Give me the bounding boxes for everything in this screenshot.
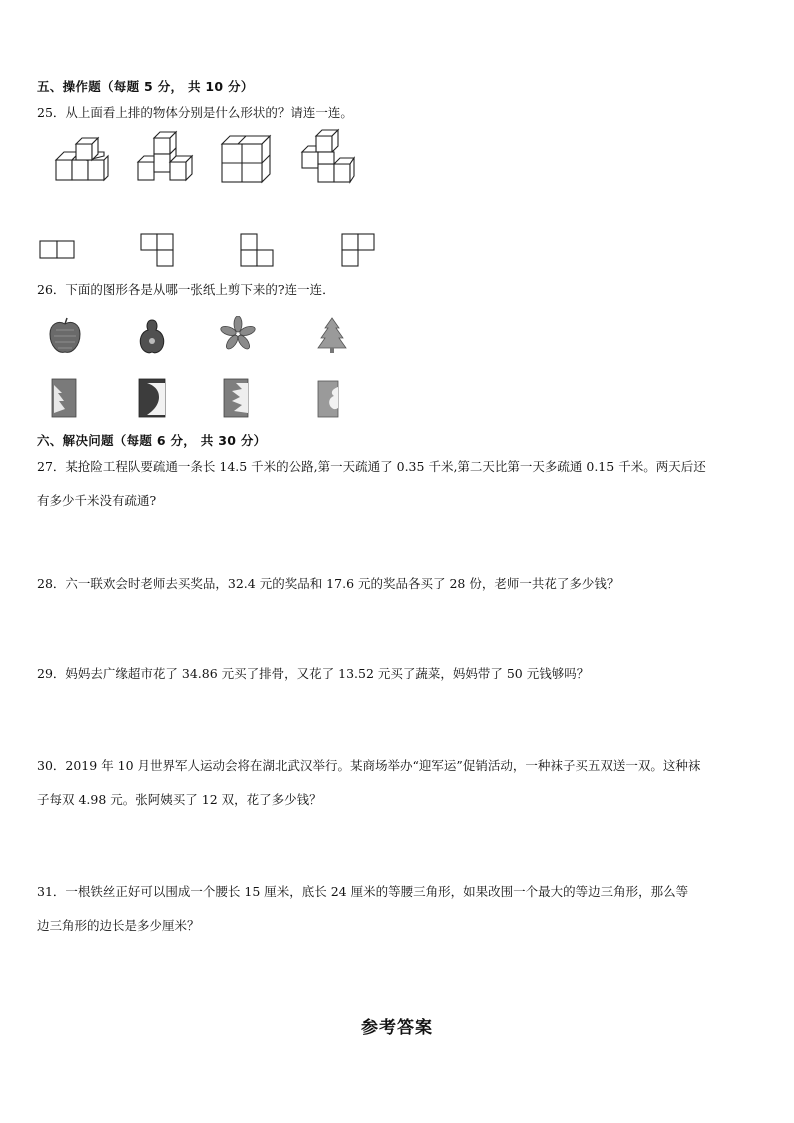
cube-stack-1-icon [56, 138, 108, 180]
question-27-line-2: 有多少千米没有疏通? [37, 493, 157, 508]
section-6-heading: 六、解决问题（每题 6 分， 共 30 分） [37, 433, 267, 448]
tree-cutout-icon [315, 316, 349, 354]
cube-stack-3-figure [218, 132, 274, 186]
question-31-line-1: 31．一根铁丝正好可以围成一个腰长 15 厘米，底长 24 厘米的等腰三角形，如果改围一个最大的等边三角形，那么等 [37, 884, 689, 899]
cube-stack-2-figure [134, 130, 194, 186]
question-27-line-1: 27．某抢险工程队要疏通一条长 14.5 千米的公路,第一天疏通了 0.35 千米,第二天比第一天多疏通 0.15 千米。两天后还 [37, 459, 706, 474]
apple-cutout-icon [48, 316, 82, 356]
top-view-option-4 [339, 231, 379, 271]
cube-stack-1-figure [50, 134, 110, 186]
paper-with-gourd-hole-icon [316, 377, 346, 419]
question-25: 25．从上面看上排的物体分别是什么形状的？请连一连。 [37, 105, 353, 120]
top-view-option-2 [138, 231, 178, 271]
cube-stack-4-figure [298, 128, 356, 186]
cube-stack-4-icon [302, 130, 354, 182]
question-28: 28．六一联欢会时老师去买奖品，32.4 元的奖品和 17.6 元的奖品各买了 28 份，老师一共花了多少钱？ [37, 576, 620, 591]
top-view-option-1 [38, 238, 78, 262]
question-30-line-1: 30．2019 年 10 月世界军人运动会将在湖北武汉举行。某商场举办“迎军运”促销活动，一种袜子买五双送一双。这种袜 [37, 758, 701, 773]
top-view-option-3 [238, 231, 278, 271]
paper-with-flower-hole-icon [222, 377, 252, 419]
question-26: 26．下面的图形各是从哪一张纸上剪下来的?连一连． [37, 282, 335, 297]
flower-cutout-icon [220, 316, 256, 352]
cube-stack-3-icon [222, 136, 270, 182]
answers-title: 参考答案 [361, 1018, 433, 1038]
question-31-line-2: 边三角形的边长是多少厘米？ [37, 918, 200, 933]
section-5-heading: 五、操作题（每题 5 分， 共 10 分） [37, 79, 254, 94]
paper-with-tree-hole-icon [50, 377, 80, 419]
cube-stack-2-icon [138, 132, 192, 180]
question-30-line-2: 子每双 4.98 元。张阿姨买了 12 双，花了多少钱？ [37, 792, 322, 807]
question-29: 29．妈妈去广缘超市花了 34.86 元买了排骨，又花了 13.52 元买了蔬菜，妈妈带了 50 元钱够吗？ [37, 666, 590, 681]
paper-with-apple-hole-icon [137, 377, 169, 419]
gourd-cutout-icon [135, 316, 169, 356]
